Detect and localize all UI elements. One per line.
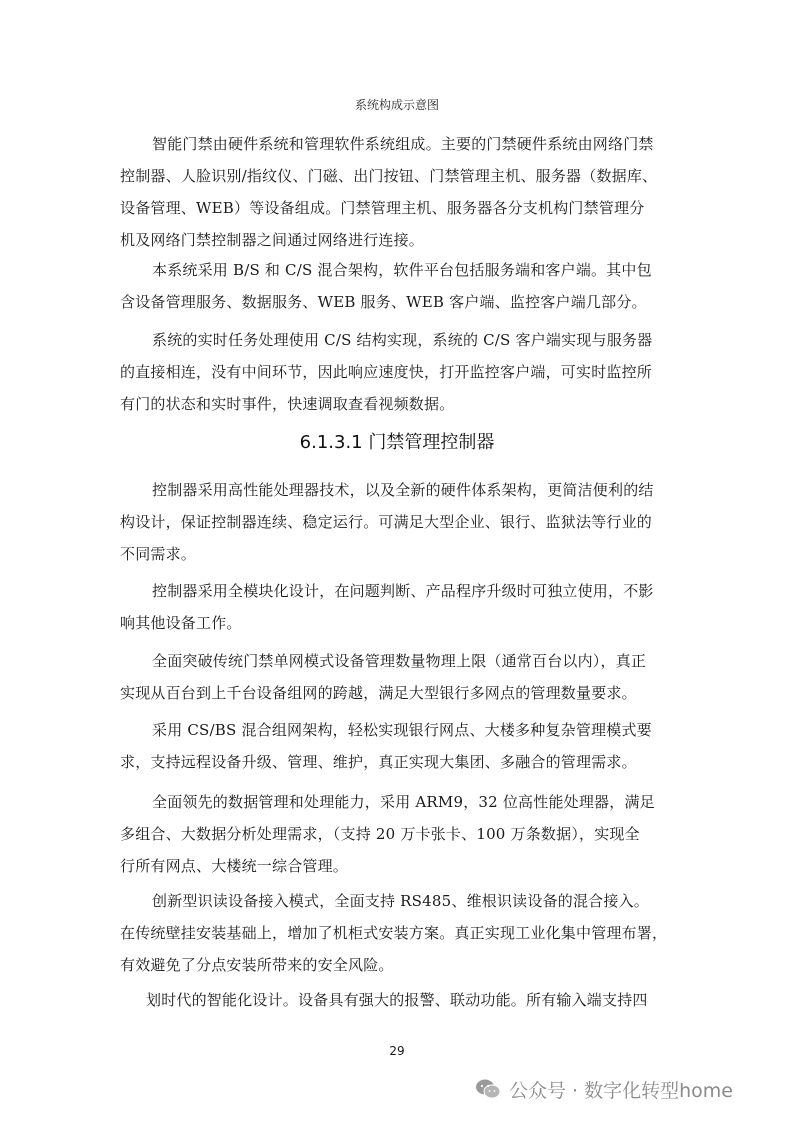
paragraph (120, 324, 676, 420)
paragraph-line: 设备管理、WEB）等设备组成。门禁管理主机、服务器各分支机构门禁管理分 (120, 199, 645, 217)
page-number: 29 (389, 1044, 405, 1058)
paragraph-line: 控制器采用全模块化设计，在问题判断、产品程序升级时可独立使用，不影 (152, 582, 654, 600)
paragraph-line: 有效避免了分点安装所带来的安全风险。 (120, 956, 394, 974)
paragraph-line: 控制器采用高性能处理器技术，以及全新的硬件体系架构，更简洁便利的结 (152, 481, 654, 499)
paragraph-line: 实现从百台到上千台设备组网的跨越，满足大型银行多网点的管理数量要求。 (120, 684, 637, 702)
paragraph-line: 不同需求。 (120, 545, 197, 563)
paragraph-line: 采用 CS/BS 混合组网架构，轻松实现银行网点、大楼多种复杂管理模式要 (152, 721, 652, 739)
watermark (475, 1073, 733, 1105)
paragraph-line: 本系统采用 B/S 和 C/S 混合架构，软件平台包括服务端和客户端。其中包 (152, 261, 652, 279)
paragraph (120, 575, 676, 639)
paragraph-line: 划时代的智能化设计。设备具有强大的报警、联动功能。所有输入端支持四 (146, 991, 648, 1009)
paragraph (120, 254, 676, 318)
paragraph-line: 有门的状态和实时事件，快速调取查看视频数据。 (120, 395, 455, 413)
wechat-icon (475, 1078, 501, 1100)
paragraph-line: 构设计，保证控制器连续、稳定运行。可满足大型企业、银行、监狱法等行业的 (120, 513, 653, 531)
paragraph-line: 系统的实时任务处理使用 C/S 结构实现，系统的 C/S 客户端实现与服务器 (152, 331, 653, 349)
paragraph-line: 响其他设备工作。 (120, 614, 242, 632)
figure-caption: 系统构成示意图 (354, 98, 439, 112)
paragraph (120, 128, 676, 256)
watermark-text: 公众号 · 数字化转型home (509, 1079, 733, 1102)
paragraph (120, 474, 676, 570)
paragraph-line: 智能门禁由硬件系统和管理软件系统组成。主要的门禁硬件系统由网络门禁 (152, 135, 654, 153)
paragraph-line: 控制器、人脸识别/指纹仪、门磁、出门按钮、门禁管理主机、服务器（数据库、 (120, 167, 658, 185)
paragraph-line: 求，支持远程设备升级、管理、维护，真正实现大集团、多融合的管理需求。 (120, 753, 637, 771)
paragraph-line: 多组合、大数据分析处理需求，（支持 20 万卡张卡、100 万条数据），实现全 (120, 825, 640, 843)
paragraph-line: 行所有网点、大楼统一综合管理。 (120, 857, 349, 875)
paragraph-line: 机及网络门禁控制器之间通过网络进行连接。 (120, 231, 425, 249)
paragraph-line: 的直接相连，没有中间环节，因此响应速度快，打开监控客户端，可实时监控所 (120, 363, 653, 381)
section-heading: 6.1.3.1 门禁管理控制器 (299, 432, 495, 453)
paragraph (120, 984, 676, 1016)
paragraph-line: 全面突破传统门禁单网模式设备管理数量物理上限（通常百台以内），真正 (152, 652, 647, 670)
paragraph-line: 创新型识读设备接入模式，全面支持 RS485、维根识读设备的混合接入。 (152, 892, 649, 910)
paragraph (120, 786, 676, 882)
paragraph (120, 885, 676, 981)
paragraph-line: 含设备管理服务、数据服务、WEB 服务、WEB 客户端、监控客户端几部分。 (120, 293, 647, 311)
paragraph (120, 714, 676, 778)
paragraph-line: 全面领先的数据管理和处理能力，采用 ARM9，32 位高性能处理器，满足 (152, 793, 655, 811)
paragraph-line: 在传统壁挂安装基础上，增加了机柜式安装方案。真正实现工业化集中管理布署， (120, 924, 668, 942)
paragraph (120, 645, 676, 709)
